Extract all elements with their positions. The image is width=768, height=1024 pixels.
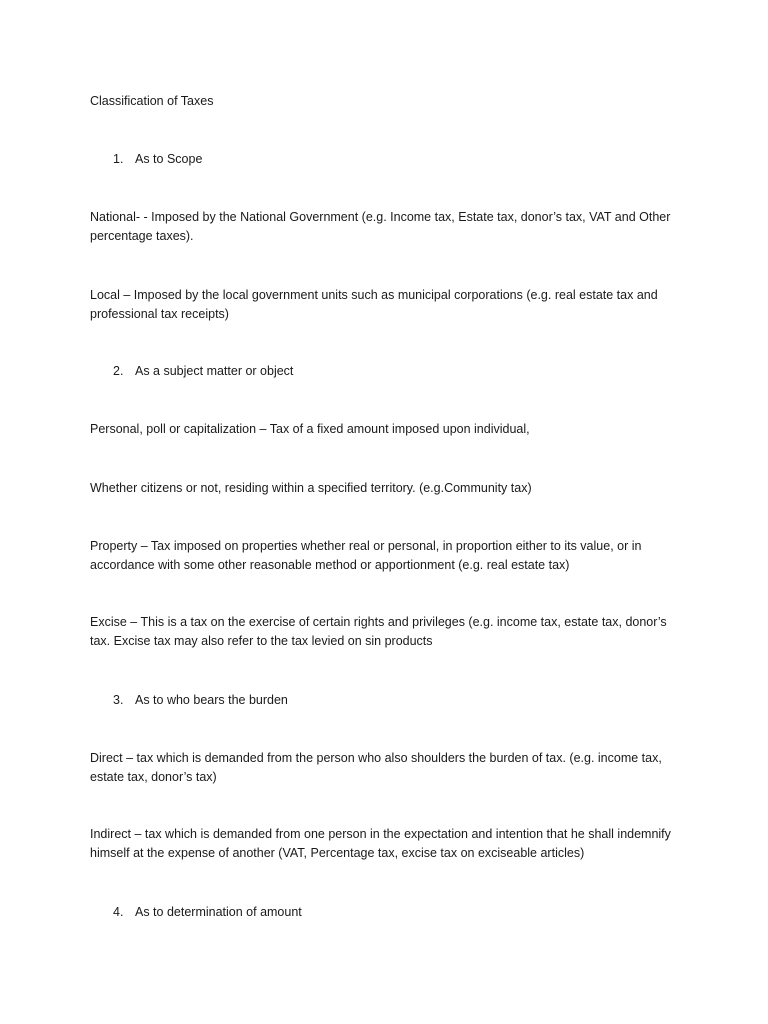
- section-heading-1: [113, 150, 202, 169]
- paragraph-direct: Direct – tax which is demanded from the person who also shoulders the burden of tax. (e.g. income tax, estate tax, donor’s tax): [90, 751, 662, 784]
- section-heading-4: [113, 903, 302, 922]
- paragraph-excise: Excise – This is a tax on the exercise of certain rights and privileges (e.g. income tax, estate tax, donor’s tax. Excise tax may also refer to the tax levied on sin products: [90, 615, 667, 648]
- section-number: 3.: [113, 693, 124, 707]
- paragraph-national: National- - Imposed by the National Government (e.g. Income tax, Estate tax, donor’s tax, VAT and Other percentage taxes).: [90, 210, 671, 243]
- section-heading-text: As a subject matter or object: [135, 364, 294, 378]
- section-heading-text: As to Scope: [135, 152, 203, 166]
- section-heading-3: [113, 691, 288, 710]
- section-number: 2.: [113, 364, 124, 378]
- paragraph-property: Property – Tax imposed on properties whether real or personal, in proportion either to its value, or in accordance with some other reasonable method or apportionment (e.g. real estate tax): [90, 539, 642, 572]
- paragraph-whether-citizens: Whether citizens or not, residing within a specified territory. (e.g.Community tax): [90, 481, 532, 495]
- paragraph-local: Local – Imposed by the local government units such as municipal corporations (e.g. real estate tax and professional tax receipts): [90, 288, 658, 321]
- section-number: 1.: [113, 152, 124, 166]
- section-heading-text: As to determination of amount: [135, 905, 302, 919]
- paragraph-personal: Personal, poll or capitalization – Tax of a fixed amount imposed upon individual,: [90, 422, 530, 436]
- section-heading-2: [113, 362, 293, 381]
- paragraph-indirect: Indirect – tax which is demanded from one person in the expectation and intention that he shall indemnify himself at the expense of another (VAT, Percentage tax, excise tax on exciseable articles): [90, 827, 671, 860]
- section-number: 4.: [113, 905, 124, 919]
- document-title: Classification of Taxes: [90, 94, 214, 108]
- section-heading-text: As to who bears the burden: [135, 693, 288, 707]
